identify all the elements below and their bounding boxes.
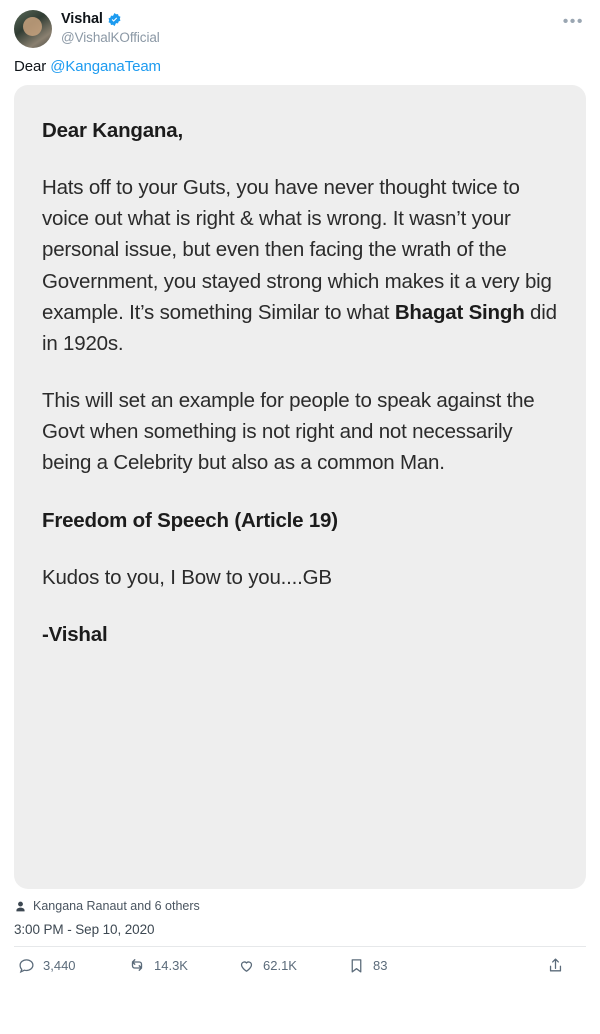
avatar[interactable]	[14, 10, 52, 48]
tagged-people-row[interactable]	[14, 899, 586, 913]
author-handle[interactable]: @VishalKOfficial	[61, 29, 160, 45]
letter-paragraph-4: Kudos to you, I Bow to you....GB	[42, 565, 332, 589]
reply-button[interactable]	[18, 957, 128, 974]
tweet-timestamp: 3:00 PM - Sep 10, 2020	[14, 922, 155, 937]
comment-icon	[18, 957, 35, 974]
reply-count: 3,440	[43, 957, 76, 973]
display-name[interactable]: Vishal	[61, 11, 103, 27]
bookmark-count: 83	[373, 957, 388, 973]
verified-badge-icon	[107, 12, 122, 27]
display-name-row	[61, 11, 160, 28]
author-names	[61, 10, 160, 45]
tagged-people-label: Kangana Ranaut and 6 others	[33, 899, 200, 913]
like-count: 62.1K	[263, 957, 297, 973]
retweet-button[interactable]	[128, 956, 238, 974]
bookmark-icon	[348, 957, 365, 974]
tweet-text	[14, 58, 586, 75]
letter-signature: -Vishal	[42, 622, 108, 646]
letter-p1-bold: Bhagat Singh	[394, 300, 525, 324]
tweet-text-prefix: Dear	[14, 58, 51, 75]
like-button[interactable]	[238, 957, 348, 974]
letter-paragraph-3: Freedom of Speech (Article 19)	[42, 508, 338, 532]
bookmark-button[interactable]	[348, 957, 458, 974]
person-tag-icon	[14, 900, 27, 913]
letter-card-image[interactable]	[14, 85, 586, 889]
retweet-icon	[128, 956, 146, 974]
letter-p1-part2: did in 1920s.	[42, 300, 557, 355]
mention-link[interactable]: @KanganaTeam	[50, 58, 161, 75]
letter-paragraph-1	[42, 172, 558, 359]
letter-paragraph-2: This will set an example for people to speak against the Govt when something is not right and not necessarily being a Celebrity but also as a common Man.	[42, 389, 535, 475]
share-button[interactable]	[547, 957, 572, 974]
tweet-header	[14, 10, 586, 48]
retweet-count: 14.3K	[154, 957, 188, 973]
tweet-actions	[14, 947, 586, 974]
more-options-button[interactable]: •••	[562, 13, 584, 30]
share-icon	[547, 957, 564, 974]
letter-p1-part1: Hats off to your Guts, you have never thought twice to voice out what is right & what is wrong. It wasn’t your personal issue, but even then facing the wrath of the Government, you stayed strong which makes it a very big example. It’s something Similar to what	[42, 176, 552, 324]
letter-greeting: Dear Kangana,	[42, 119, 183, 142]
heart-icon	[238, 957, 255, 974]
